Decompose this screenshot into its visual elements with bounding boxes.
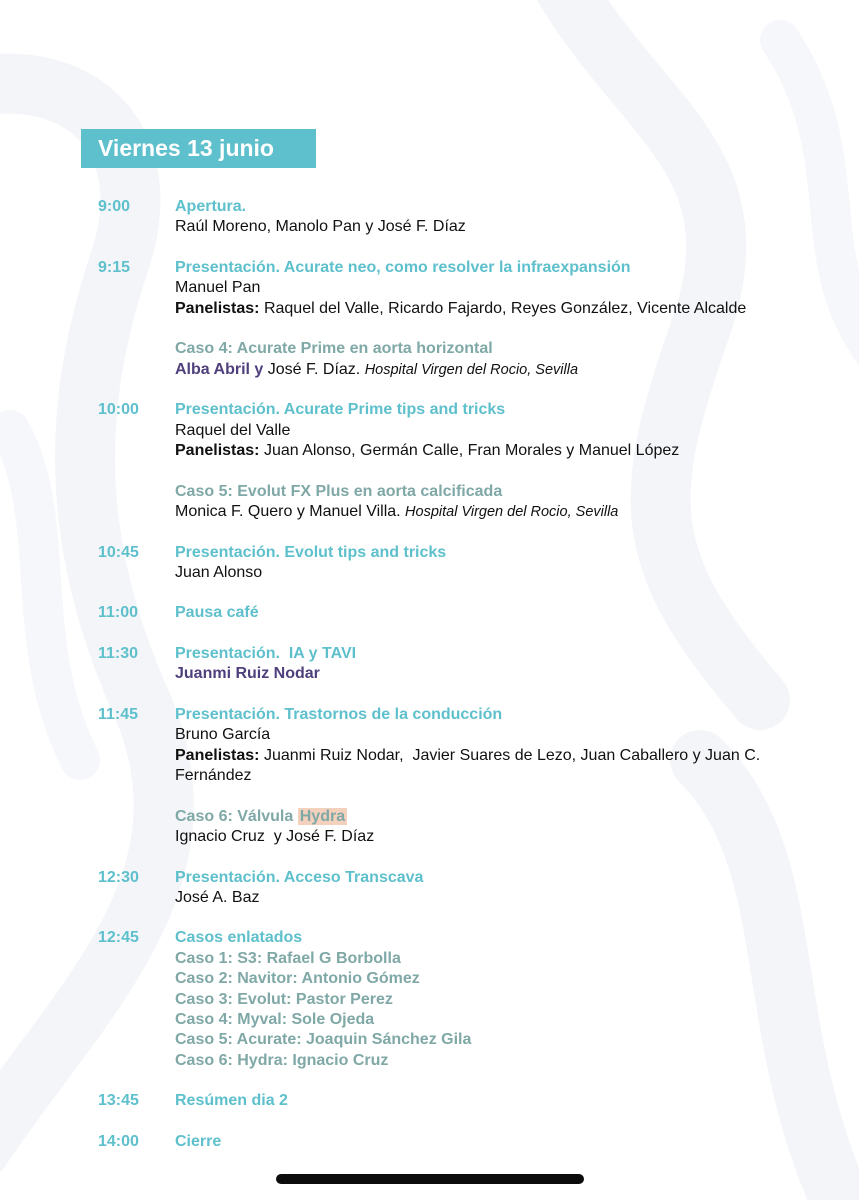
case-speaker: Monica F. Quero y Manuel Villa. (175, 503, 401, 521)
case-list-item: Caso 6: Hydra: Ignacio Cruz (175, 1051, 389, 1069)
session-speaker: Manuel Pan (175, 279, 261, 297)
slot-body (175, 603, 859, 623)
case-title-highlight: Hydra (299, 807, 346, 825)
session-speaker: José A. Baz (175, 888, 260, 906)
case-list-item: Caso 4: Myval: Sole Ojeda (175, 1010, 375, 1028)
slot-body (175, 400, 859, 522)
case-title: Caso 4: Acurate Prime en aorta horizontal (175, 340, 493, 358)
session-title: Cierre (175, 1132, 222, 1150)
session-title: Presentación. Acurate Prime tips and tricks (175, 401, 506, 419)
panel-label: Panelistas: (175, 442, 260, 460)
schedule-slot-1000 (0, 400, 859, 522)
case-block (175, 339, 859, 380)
slot-time: 11:00 (98, 604, 139, 622)
session-title: Presentación. IA y TAVI (175, 644, 357, 662)
schedule-slot-1230 (0, 868, 859, 909)
panel-label: Panelistas: (175, 299, 260, 317)
slot-body (175, 1132, 859, 1152)
session-title: Casos enlatados (175, 929, 303, 947)
session-title: Presentación. Acurate neo, como resolver la infraexpansión (175, 258, 631, 276)
session-title: Presentación. Trastornos de la conducción (175, 705, 503, 723)
session-panel (175, 299, 859, 319)
schedule-slot-1345 (0, 1091, 859, 1111)
schedule-slot-1045 (0, 543, 859, 584)
day-header-banner: Viernes 13 junio (81, 129, 316, 168)
schedule-slot-1245 (0, 928, 859, 1071)
case-speaker: José F. Díaz. (267, 360, 361, 378)
slot-body (175, 705, 785, 848)
case-speakers (175, 502, 859, 522)
case-title: Caso 5: Evolut FX Plus en aorta calcificada (175, 482, 503, 500)
session-speaker: Juanmi Ruiz Nodar (175, 665, 320, 683)
slot-time: 10:45 (98, 543, 139, 561)
schedule-slot-0900 (0, 197, 859, 238)
presentation-block (175, 705, 785, 787)
panel-members: Juan Alonso, Germán Calle, Fran Morales y Manuel López (263, 442, 680, 460)
slot-time: 14:00 (98, 1132, 139, 1150)
session-title: Apertura. (175, 198, 247, 215)
slot-time: 9:15 (98, 258, 131, 276)
panel-label: Panelistas: (175, 746, 260, 764)
panel-members: Juanmi Ruiz Nodar, Javier Suares de Lezo, Juan Caballero y Juan C. Fernández (175, 746, 765, 784)
presentation-block (175, 400, 859, 461)
session-title: Presentación. Acceso Transcava (175, 868, 424, 886)
case-hospital: Hospital Virgen del Rocio, Sevilla (364, 361, 579, 378)
schedule-list (0, 197, 859, 1172)
slot-time: 11:45 (98, 705, 139, 723)
session-title: Presentación. Evolut tips and tricks (175, 543, 447, 561)
session-panel (175, 441, 859, 461)
session-speakers: Raúl Moreno, Manolo Pan y José F. Díaz (175, 218, 466, 236)
case-block (175, 482, 859, 523)
schedule-slot-1130 (0, 644, 859, 685)
case-list-item: Caso 5: Acurate: Joaquin Sánchez Gila (175, 1031, 472, 1049)
case-block (175, 807, 785, 848)
slot-time: 10:00 (98, 401, 139, 419)
case-list-item: Caso 2: Navitor: Antonio Gómez (175, 970, 420, 988)
presentation-block (175, 258, 859, 319)
case-hospital: Hospital Virgen del Rocio, Sevilla (405, 504, 619, 521)
slot-body (175, 543, 859, 584)
schedule-slot-0915 (0, 258, 859, 380)
slot-body (175, 197, 859, 238)
slot-time: 11:30 (98, 644, 139, 662)
session-speaker: Bruno García (175, 726, 271, 744)
slot-time: 13:45 (98, 1092, 139, 1110)
slot-time: 12:30 (98, 868, 139, 886)
slot-body (175, 1091, 859, 1111)
schedule-slot-1400 (0, 1132, 859, 1152)
case-speaker-highlight: Alba Abril y (175, 360, 264, 378)
slot-time: 12:45 (98, 929, 139, 947)
session-speaker: Juan Alonso (175, 564, 263, 582)
home-indicator-bar[interactable] (276, 1174, 584, 1184)
schedule-slot-1145 (0, 705, 859, 848)
schedule-slot-1100 (0, 603, 859, 623)
case-title-prefix: Caso 6: Válvula (175, 807, 294, 825)
slot-body (175, 868, 859, 909)
session-title: Pausa café (175, 604, 259, 622)
session-panel (175, 746, 785, 787)
case-title (175, 807, 785, 827)
slot-body (175, 644, 859, 685)
case-list-item: Caso 1: S3: Rafael G Borbolla (175, 949, 401, 967)
slot-time: 9:00 (98, 198, 131, 215)
panel-members: Raquel del Valle, Ricardo Fajardo, Reyes González, Vicente Alcalde (263, 299, 747, 317)
case-speakers (175, 360, 859, 380)
session-title: Resúmen dia 2 (175, 1092, 288, 1110)
slot-body (175, 258, 859, 380)
case-speakers: Ignacio Cruz y José F. Díaz (175, 828, 375, 846)
case-list-item: Caso 3: Evolut: Pastor Perez (175, 990, 393, 1008)
slot-body (175, 928, 859, 1071)
session-speaker: Raquel del Valle (175, 421, 291, 439)
